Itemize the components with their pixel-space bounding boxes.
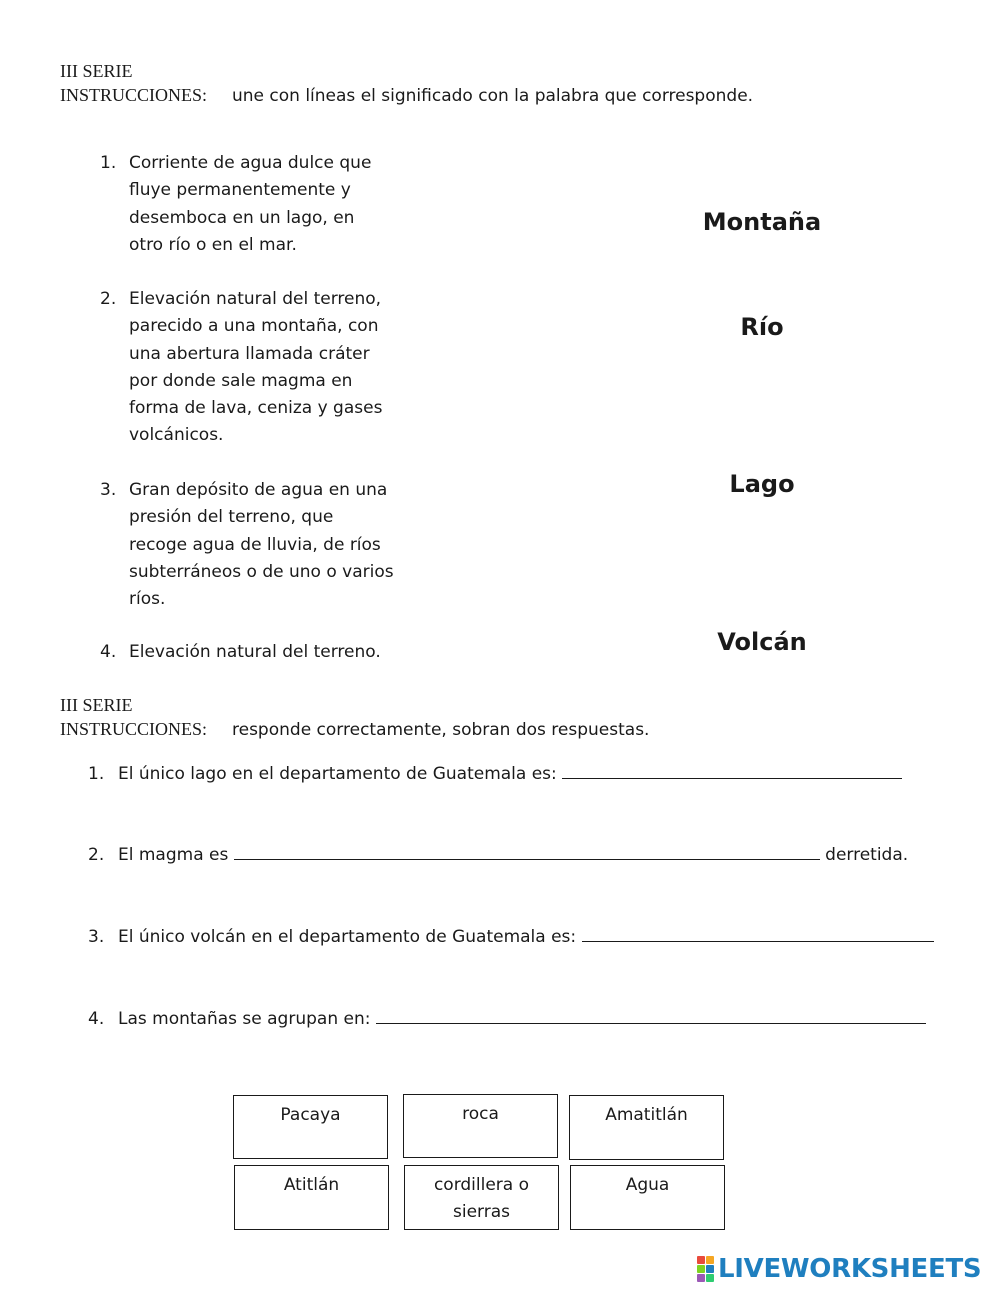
section2-instructions-label: INSTRUCCIONES: <box>60 719 208 739</box>
question-number: 3. <box>88 927 105 947</box>
answer-blank-3[interactable] <box>582 924 934 942</box>
definition-line: por donde sale magma en <box>129 370 353 391</box>
question-text: El único lago en el departamento de Guatemala es: <box>118 764 557 784</box>
definition-text <box>129 477 420 613</box>
definition-line: parecido a una montaña, con <box>129 316 379 337</box>
definition-line: desemboca en un lago, en <box>129 207 355 228</box>
answer-option-amatitlan[interactable]: Amatitlán <box>569 1095 724 1160</box>
match-word-rio[interactable]: Río <box>740 313 784 341</box>
answer-option-agua[interactable]: Agua <box>570 1165 725 1230</box>
definition-2 <box>100 286 420 450</box>
definition-4 <box>100 639 420 666</box>
question-text-after: derretida. <box>825 845 909 865</box>
definition-line: fluye permanentemente y <box>129 180 351 201</box>
definition-line: Elevación natural del terreno, <box>129 289 382 309</box>
question-number: 1. <box>88 764 105 784</box>
question-number: 4. <box>88 1009 105 1029</box>
logo-block <box>697 1265 705 1273</box>
definition-line: Gran depósito de agua en una <box>129 480 388 500</box>
question-1 <box>88 761 902 786</box>
match-word-volcan[interactable]: Volcán <box>717 628 807 656</box>
answer-blank-1[interactable] <box>562 761 902 779</box>
definition-line: subterráneos o de uno o varios <box>129 561 394 582</box>
question-3 <box>88 924 934 949</box>
definition-line: Elevación natural del terreno. <box>129 642 381 662</box>
answer-option-cordillera[interactable]: cordillera o sierras <box>404 1165 559 1230</box>
definition-3 <box>100 477 420 613</box>
definition-line: recoge agua de lluvia, de ríos <box>129 534 381 555</box>
section1-instructions-text: une con líneas el significado con la palabra que corresponde. <box>232 86 754 106</box>
logo-block <box>706 1274 714 1282</box>
answer-option-pacaya[interactable]: Pacaya <box>233 1095 388 1159</box>
section2-serie-title: III SERIE <box>60 695 133 715</box>
logo-block <box>697 1274 705 1282</box>
question-4 <box>88 1006 926 1031</box>
definition-number: 1. <box>100 153 117 173</box>
question-text: Las montañas se agrupan en: <box>118 1009 371 1029</box>
question-text: El único volcán en el departamento de Guatemala es: <box>118 927 577 947</box>
liveworksheets-logo <box>697 1254 981 1284</box>
definition-line: una abertura llamada cráter <box>129 343 370 364</box>
definition-1 <box>100 150 420 259</box>
logo-block <box>697 1256 705 1264</box>
definition-number: 3. <box>100 480 117 500</box>
section2-instructions <box>60 718 649 741</box>
definition-number: 4. <box>100 642 117 662</box>
question-2 <box>88 842 908 867</box>
definition-text <box>129 150 420 259</box>
liveworksheets-mark-icon <box>697 1256 714 1282</box>
answer-blank-4[interactable] <box>376 1006 926 1024</box>
definition-line: volcánicos. <box>129 425 224 446</box>
section1-instructions-label: INSTRUCCIONES: <box>60 85 208 105</box>
section1-instructions <box>60 84 753 107</box>
question-text: El magma es <box>118 845 229 865</box>
definition-line: forma de lava, ceniza y gases <box>129 398 383 419</box>
logo-block <box>706 1265 714 1273</box>
question-number: 2. <box>88 845 105 865</box>
definition-text <box>129 286 420 450</box>
definition-line: ríos. <box>129 589 166 610</box>
logo-block <box>706 1256 714 1264</box>
match-word-lago[interactable]: Lago <box>729 470 795 498</box>
answer-option-roca[interactable]: roca <box>403 1094 558 1158</box>
definition-line: otro río o en el mar. <box>129 234 297 255</box>
definition-text <box>129 639 420 666</box>
definition-line: Corriente de agua dulce que <box>129 153 372 173</box>
section1-serie-title: III SERIE <box>60 61 133 81</box>
section2-instructions-text: responde correctamente, sobran dos respuestas. <box>232 720 650 740</box>
liveworksheets-brand-text: LIVEWORKSHEETS <box>718 1254 982 1284</box>
answer-option-atitlan[interactable]: Atitlán <box>234 1165 389 1230</box>
answer-blank-2[interactable] <box>234 842 820 860</box>
definition-number: 2. <box>100 289 117 309</box>
match-word-montana[interactable]: Montaña <box>702 208 822 236</box>
definition-line: presión del terreno, que <box>129 507 334 528</box>
